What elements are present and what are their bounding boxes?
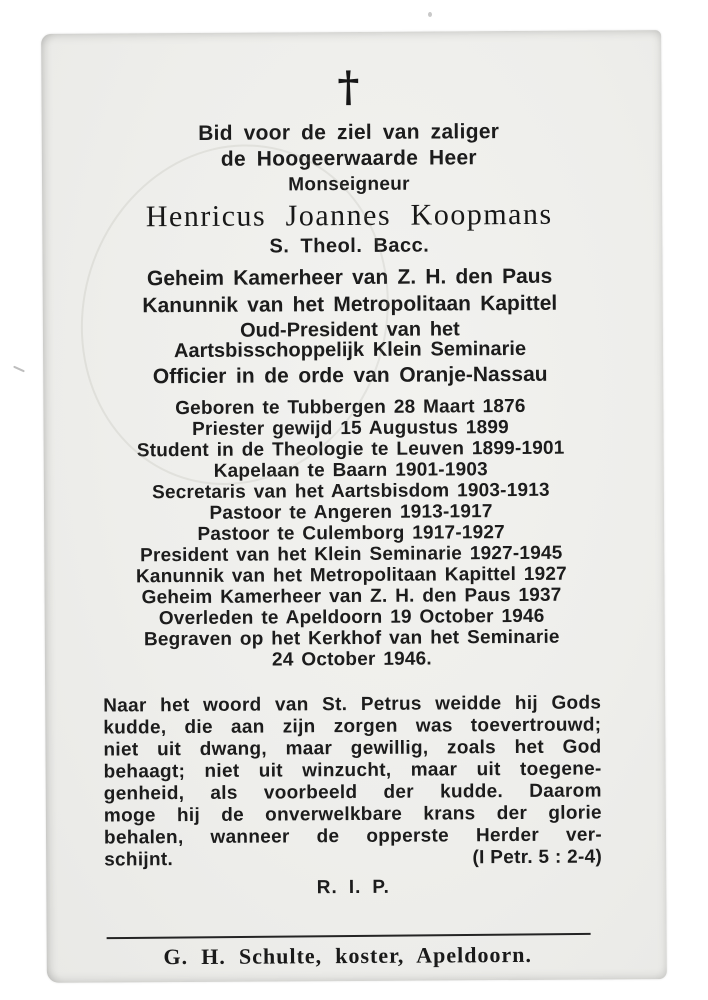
title-line: Officier in de orde van Oranje-Nassau [152,362,548,389]
biography-line: Geheim Kamerheer van Z. H. den Paus 1937 [141,584,562,609]
intro-block [100,119,598,200]
memorial-cross-icon: † [337,61,360,112]
scan-artifact [428,12,432,17]
biography-line: Kanunnik van het Metropolitaan Kapittel 1927 [135,563,567,588]
quote-line: Naar het woord van St. Petrus weidde hij Gods [103,692,602,717]
quote-line: genheid, als voorbeeld der kudde. Daarom [103,780,602,805]
scan-artifact [13,366,25,373]
scripture-reference: (I Petr. 5 : 2-4) [472,846,603,869]
quote-last-line [104,846,602,871]
rip-text: R. I. P. [316,876,390,899]
scripture-quote [103,692,602,871]
quote-last-word: schijnt. [104,849,174,871]
biography-line: Overleden te Apeldoorn 19 October 1946 [158,605,545,630]
quote-line: niet uit dwang, maar gewillig, zoals het God [103,736,602,761]
title-line: Geheim Kamerheer van Z. H. den Paus [146,264,553,291]
biography-line: Geboren te Tubbergen 28 Maart 1876 [175,395,526,420]
intro-line-monseigneur: Monseigneur [288,173,410,196]
title-line: Kanunnik van het Metropolitaan Kapittel [142,291,558,318]
quote-line: behaagt; niet uit winzucht, maar uit toegene- [103,758,602,783]
biography-line: President van het Klein Seminarie 1927-1945 [140,542,563,567]
footer-divider [107,933,591,939]
biography-line: Begraven op het Kerkhof van het Seminarie [143,626,560,651]
biography-line: 24 October 1946. [271,648,432,671]
printer-credit: G. H. Schulte, koster, Apeldoorn. [163,941,533,970]
quote-line: kudde, die aan zijn zorgen was toevertrouwd; [103,714,602,739]
title-order [101,360,599,390]
intro-line: de Hoogeerwaarde Heer [220,146,477,171]
intro-line: Bid voor de ziel van zaliger [198,120,500,145]
biography-line: Priester gewijd 15 Augustus 1899 [192,417,509,440]
biography-block [101,395,601,671]
quote-line: moge hij de onverwelkbare krans der glorie [103,802,602,827]
memorial-card [41,30,667,983]
titles-seminary [101,319,599,362]
deceased-name: Henricus Joannes Koopmans [145,197,553,234]
biography-line: Kapelaan te Baarn 1901-1903 [213,459,488,482]
title-line: Aartsbisschoppelijk Klein Seminarie [173,337,527,363]
biography-line: Pastoor te Culemborg 1917-1927 [197,522,505,545]
quote-line: behalen, wanneer de opperste Herder ver- [103,824,603,849]
titles-primary [101,263,599,320]
title-line: Oud-President van het [239,318,460,342]
academic-degree: S. Theol. Bacc. [269,234,430,258]
biography-line: Student in de Theologie te Leuven 1899-1901 [136,437,565,462]
biography-line: Pastoor te Angeren 1913-1917 [209,501,493,524]
biography-line: Secretaris van het Aartsbisdom 1903-1913 [152,479,550,504]
